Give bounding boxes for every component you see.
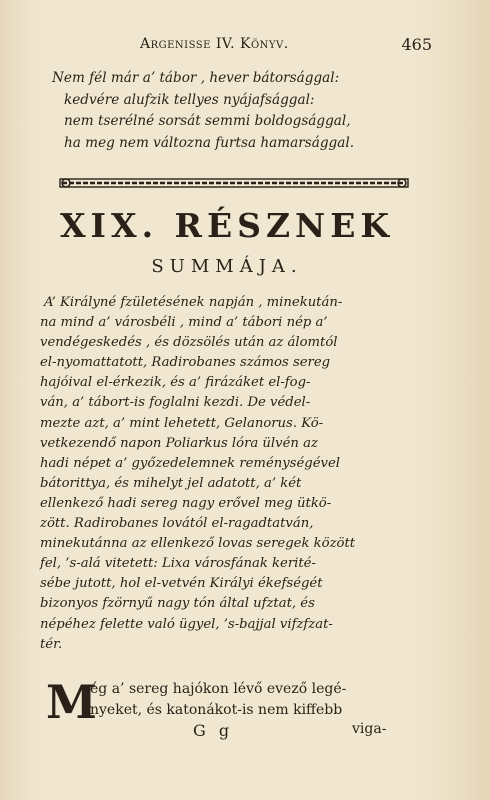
summary-line: hajóival el-érkezik, és a’ firázáket el-fog- — [40, 375, 311, 391]
summary-line: vetkezendő napon Poliarkus lóra ülvén az — [40, 435, 318, 451]
verse-line: nem tserélné sorsát semmi boldogsággal, — [64, 113, 351, 129]
verse-line: Nem fél már a’ tábor , hever bátorsággal: — [52, 70, 340, 86]
summary-line: minekutánna az ellenkező lovas seregek között — [40, 536, 356, 552]
summary-line: zött. Radirobanes lovától el-ragadtatván, — [40, 516, 314, 532]
verse-line: ha meg nem változna furtsa hamarsággal. — [64, 134, 355, 151]
summary-line: A’ Királyné fzületésének napján , minekután- — [44, 295, 343, 310]
page-number: 465 — [401, 35, 432, 54]
summary-line: fel, ’s-alá vitetett: Lixa városfának kerité- — [40, 556, 316, 572]
summary-line: ván, a’ tábort-is foglalni kezdi. De védel- — [40, 395, 311, 411]
drop-cap: M — [46, 675, 97, 729]
summary-line: el-nyomattatott, Radirobanes számos sereg — [40, 355, 331, 371]
summary-line: bátorittya, és mihelyt jel adatott, a’ két — [40, 475, 302, 491]
verse-line: kedvére alufzik tellyes nyájafsággal: — [64, 91, 315, 108]
summary-line: vendégeskedés , és dözsölés után az álomtól — [40, 335, 338, 351]
summary-line: sébe jutott, hol el-vetvén Királyi ékefségét — [40, 576, 323, 592]
chapter-subtitle: SUMMÁJA. — [151, 256, 303, 277]
body-line: nyeket, és katonákot-is nem kiffebb — [90, 702, 343, 718]
summary-line: tér. — [40, 636, 63, 652]
page-header — [0, 36, 490, 58]
chapter-summary — [40, 293, 412, 655]
decorative-rule — [58, 175, 410, 191]
summary-line: hadi népet a’ győzedelemnek reménységével — [40, 455, 340, 471]
signature-mark: G g — [193, 721, 234, 740]
summary-line: mezte azt, a’ mint lehetett, Gelanorus. Kö- — [40, 415, 324, 431]
summary-line: népéhez felette való ügyel, ’s-bajjal vifzfzat- — [40, 616, 333, 632]
page-footer — [0, 721, 490, 741]
running-title: Argenisse IV. Könyv. — [140, 36, 289, 52]
summary-line: na mind a’ városbéli , mind a’ tábori nép a’ — [40, 315, 328, 331]
summary-line: bizonyos fzörnyű nagy tón által ufztat, és — [40, 596, 315, 612]
chapter-title: XIX. RÉSZNEK — [59, 206, 395, 245]
catchword: viga- — [352, 721, 387, 737]
verse-stanza — [52, 68, 412, 154]
summary-line: ellenkező hadi sereg nagy erővel meg ütkö- — [40, 495, 332, 511]
body-line: ég a’ sereg hajókon lévő evező legé- — [90, 681, 347, 697]
